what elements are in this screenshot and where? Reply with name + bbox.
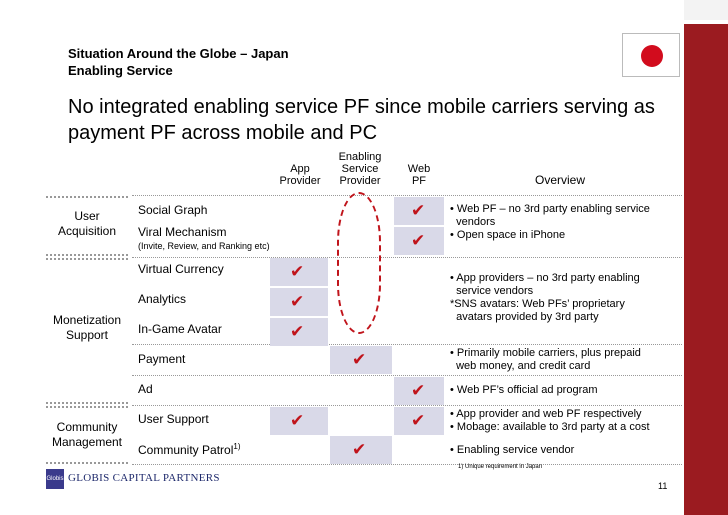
- group-label-monetization: [44, 313, 130, 343]
- col-head-web-l2: PF: [411, 175, 427, 187]
- globis-logo-icon: Globis: [46, 469, 64, 489]
- cell-web-viral-mechanism: [394, 227, 444, 255]
- col-head-enabling-l3: Provider: [339, 175, 381, 187]
- flag-sun: [641, 45, 663, 67]
- check-icon: ✔: [290, 262, 305, 281]
- row-label-ad: Ad: [138, 382, 153, 396]
- group-label-mon-l2: Support: [65, 328, 109, 342]
- overview-line: • Open space in iPhone: [450, 229, 566, 241]
- row-label-analytics: Analytics: [138, 292, 187, 306]
- col-head-app-l1: App: [290, 163, 310, 175]
- header-line-2: Enabling Service: [68, 63, 173, 78]
- row-label-user-support: User Support: [138, 412, 209, 426]
- group-label-com-l2: Management: [51, 435, 123, 449]
- page-number: 11: [658, 481, 668, 491]
- row-label-virtual-currency: Virtual Currency: [138, 262, 224, 276]
- top-right-band: [684, 0, 728, 20]
- overview-line: service vendors: [450, 285, 534, 297]
- overview-monetization: [450, 272, 682, 324]
- col-head-overview: Overview: [535, 173, 586, 187]
- overview-user-acquisition: [450, 203, 682, 242]
- check-icon: ✔: [290, 322, 305, 341]
- check-icon: ✔: [290, 292, 305, 311]
- col-head-enabling-l2: Service: [341, 163, 379, 175]
- row-label-social-graph: Social Graph: [138, 203, 208, 217]
- row-sublabel-viral-mechanism: (Invite, Review, and Ranking etc): [138, 241, 270, 251]
- overview-community-patrol: [450, 444, 682, 457]
- overview-ad: [450, 384, 682, 397]
- footnote-marker: 1): [233, 442, 241, 451]
- row-divider: [132, 405, 682, 406]
- cell-app-analytics: [270, 288, 328, 316]
- overview-line: • App providers – no 3rd party enabling: [450, 272, 640, 284]
- overview-line: web money, and credit card: [450, 360, 591, 372]
- cell-web-social-graph: [394, 197, 444, 225]
- cell-enabling-community-patrol: [330, 436, 392, 464]
- col-head-enabling-l1: Enabling: [338, 151, 382, 163]
- cell-web-ad: [394, 377, 444, 405]
- check-icon: ✔: [411, 201, 426, 220]
- row-label-viral-mechanism: Viral Mechanism: [138, 225, 227, 239]
- check-icon: ✔: [290, 411, 305, 430]
- group-label-ua-l1: User: [74, 209, 100, 223]
- overview-line: • Mobage: available to 3rd party at a cost: [450, 421, 650, 433]
- japan-flag-icon: [622, 33, 680, 77]
- col-head-app: [274, 163, 326, 187]
- group-label-com-l1: Community: [56, 420, 118, 434]
- row-divider: [132, 464, 682, 465]
- check-icon: ✔: [411, 381, 426, 400]
- col-head-enabling: [332, 151, 388, 187]
- row-label-community-patrol-text: Community Patrol: [138, 443, 234, 457]
- overview-line: • App provider and web PF respectively: [450, 408, 642, 420]
- check-icon: ✔: [352, 440, 367, 459]
- cell-enabling-payment: [330, 346, 392, 374]
- row-divider: [132, 375, 682, 376]
- check-icon: ✔: [411, 231, 426, 250]
- row-divider: [132, 344, 682, 345]
- overview-line: • Web PF – no 3rd party enabling service: [450, 203, 650, 215]
- col-head-web: [396, 163, 442, 187]
- overview-community: [450, 408, 682, 434]
- check-icon: ✔: [352, 350, 367, 369]
- col-head-app-l2: Provider: [279, 175, 321, 187]
- empty-enabling-highlight: [337, 192, 381, 334]
- overview-line: • Enabling service vendor: [450, 444, 575, 456]
- group-label-ua-l2: Acquisition: [57, 224, 117, 238]
- row-label-in-game-avatar: In-Game Avatar: [138, 322, 222, 336]
- overview-line: *SNS avatars: Web PFs’ proprietary: [450, 298, 625, 310]
- overview-line: • Web PF’s official ad program: [450, 384, 598, 396]
- overview-line: avatars provided by 3rd party: [450, 311, 599, 323]
- col-head-web-l1: Web: [407, 163, 431, 175]
- company-name: GLOBIS CAPITAL PARTNERS: [68, 472, 220, 484]
- header-line-1: Situation Around the Globe – Japan: [68, 46, 289, 61]
- footnote: 1) Unique requirement in Japan: [458, 464, 543, 470]
- row-divider: [132, 195, 682, 196]
- cell-app-virtual-currency: [270, 258, 328, 286]
- cell-app-user-support: [270, 407, 328, 435]
- overview-line: vendors: [450, 216, 496, 228]
- overview-line: • Primarily mobile carriers, plus prepaid: [450, 347, 641, 359]
- headline: No integrated enabling service PF since mobile carriers serving as payment PF across mobile and PC: [68, 96, 655, 144]
- group-label-community: [44, 420, 130, 450]
- cell-web-user-support: [394, 407, 444, 435]
- overview-payment: [450, 347, 682, 373]
- row-label-payment: Payment: [138, 352, 186, 366]
- check-icon: ✔: [411, 411, 426, 430]
- cell-app-in-game-avatar: [270, 318, 328, 346]
- right-accent-bar: [684, 24, 728, 515]
- group-label-mon-l1: Monetization: [52, 313, 122, 327]
- row-label-community-patrol: [138, 442, 241, 457]
- group-label-user-acquisition: [46, 209, 128, 239]
- row-divider: [132, 257, 682, 258]
